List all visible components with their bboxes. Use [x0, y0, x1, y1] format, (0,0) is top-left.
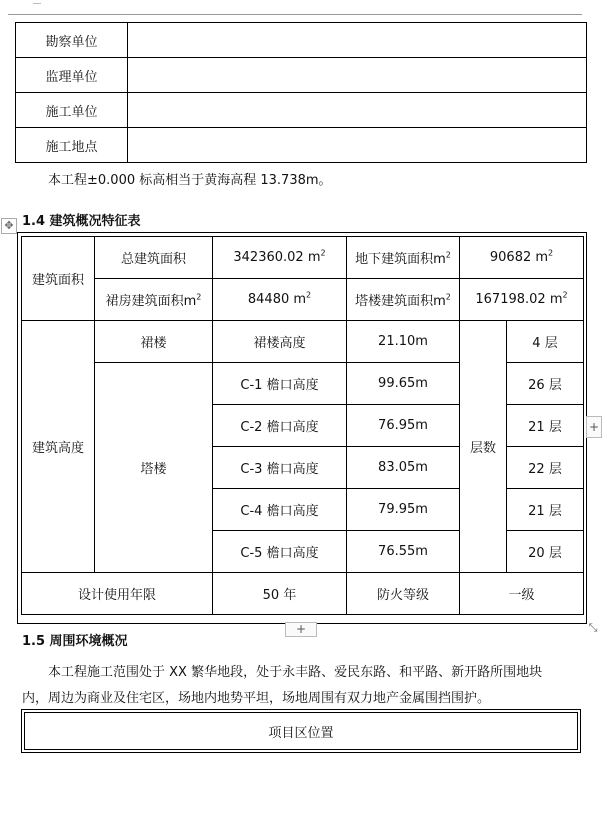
tower-height-label: C-3 檐口高度 [213, 447, 347, 489]
building-overview-table [21, 236, 584, 615]
tower-height-label: C-2 檐口高度 [213, 405, 347, 447]
tower-floors: 20 层 [507, 531, 584, 573]
table-row [22, 573, 584, 615]
tower-height-value: 79.95m [347, 489, 460, 531]
height-group-label: 建筑高度 [22, 321, 95, 573]
table-row [22, 321, 584, 363]
table-cell-value[interactable] [128, 58, 587, 93]
tower-height-label: C-5 檐口高度 [213, 531, 347, 573]
table-cell-value[interactable] [128, 128, 587, 163]
tower-height-value: 83.05m [347, 447, 460, 489]
table-row [22, 279, 584, 321]
tower-floors: 26 层 [507, 363, 584, 405]
total-area-label: 总建筑面积 [95, 237, 213, 279]
floors-label: 层数 [460, 321, 507, 573]
design-life-label: 设计使用年限 [22, 573, 213, 615]
table-cell-value[interactable] [128, 23, 587, 58]
add-row-button[interactable]: + [285, 622, 317, 637]
podium-area-value: 84480 $m^2$ [213, 279, 347, 321]
table-move-handle-icon[interactable]: ✥ [1, 218, 17, 234]
table-cell-label: 勘察单位 [16, 23, 128, 58]
fire-rating-label: 防火等级 [347, 573, 460, 615]
table-row [22, 237, 584, 279]
section-1-4-heading: 1.4 建筑概况特征表 [22, 214, 141, 229]
tower-area-value: 167198.02 $m^2$ [460, 279, 584, 321]
podium-height-label: 裙楼高度 [213, 321, 347, 363]
table-cell-label: 施工单位 [16, 93, 128, 128]
table-row [16, 58, 587, 93]
underground-area-value: 90682 $m^2$ [460, 237, 584, 279]
table-resize-handle-icon[interactable]: ⤡ [588, 621, 598, 634]
tower-floors: 22 层 [507, 447, 584, 489]
tower-height-value: 76.55m [347, 531, 460, 573]
tower-height-label: C-4 檐口高度 [213, 489, 347, 531]
location-box-frame [21, 709, 581, 753]
podium-floors: 4 层 [507, 321, 584, 363]
tower-area-label: 塔楼建筑面积$m^2$ [347, 279, 460, 321]
podium-height-value: 21.10m [347, 321, 460, 363]
fire-rating-value: 一级 [460, 573, 584, 615]
environment-paragraph-line2: 内，周边为商业及住宅区，场地内地势平坦，场地周围有双力地产金属围挡围护。 [22, 691, 491, 706]
podium-label: 裙楼 [95, 321, 213, 363]
header-rule [8, 14, 582, 15]
tower-height-value: 99.65m [347, 363, 460, 405]
tower-height-label: C-1 檐口高度 [213, 363, 347, 405]
page-corner-mark [33, 0, 41, 4]
add-column-button[interactable]: + [586, 416, 602, 438]
table-row [16, 23, 587, 58]
tower-floors: 21 层 [507, 489, 584, 531]
tower-height-value: 76.95m [347, 405, 460, 447]
podium-area-label: 裙房建筑面积$m^2$ [95, 279, 213, 321]
tower-label: 塔楼 [95, 363, 213, 573]
table-row [16, 93, 587, 128]
elevation-note: 本工程±0.000 标高相当于黄海高程 13.738m。 [48, 173, 332, 188]
total-area-value: 342360.02 $m^2$ [213, 237, 347, 279]
design-life-value: 50 年 [213, 573, 347, 615]
tower-floors: 21 层 [507, 405, 584, 447]
overview-table-frame [17, 232, 587, 624]
environment-paragraph-line1: 本工程施工范围处于 XX 繁华地段，处于永丰路、爱民东路、和平路、新开路所围地块 [48, 665, 543, 680]
unit-info-table [15, 22, 587, 163]
table-cell-label: 监理单位 [16, 58, 128, 93]
table-cell-label: 施工地点 [16, 128, 128, 163]
area-group-label: 建筑面积 [22, 237, 95, 321]
table-cell-value[interactable] [128, 93, 587, 128]
project-location-box: 项目区位置 [24, 712, 578, 750]
table-row [16, 128, 587, 163]
section-1-5-heading: 1.5 周围环境概况 [22, 634, 128, 649]
underground-area-label: 地下建筑面积$m^2$ [347, 237, 460, 279]
